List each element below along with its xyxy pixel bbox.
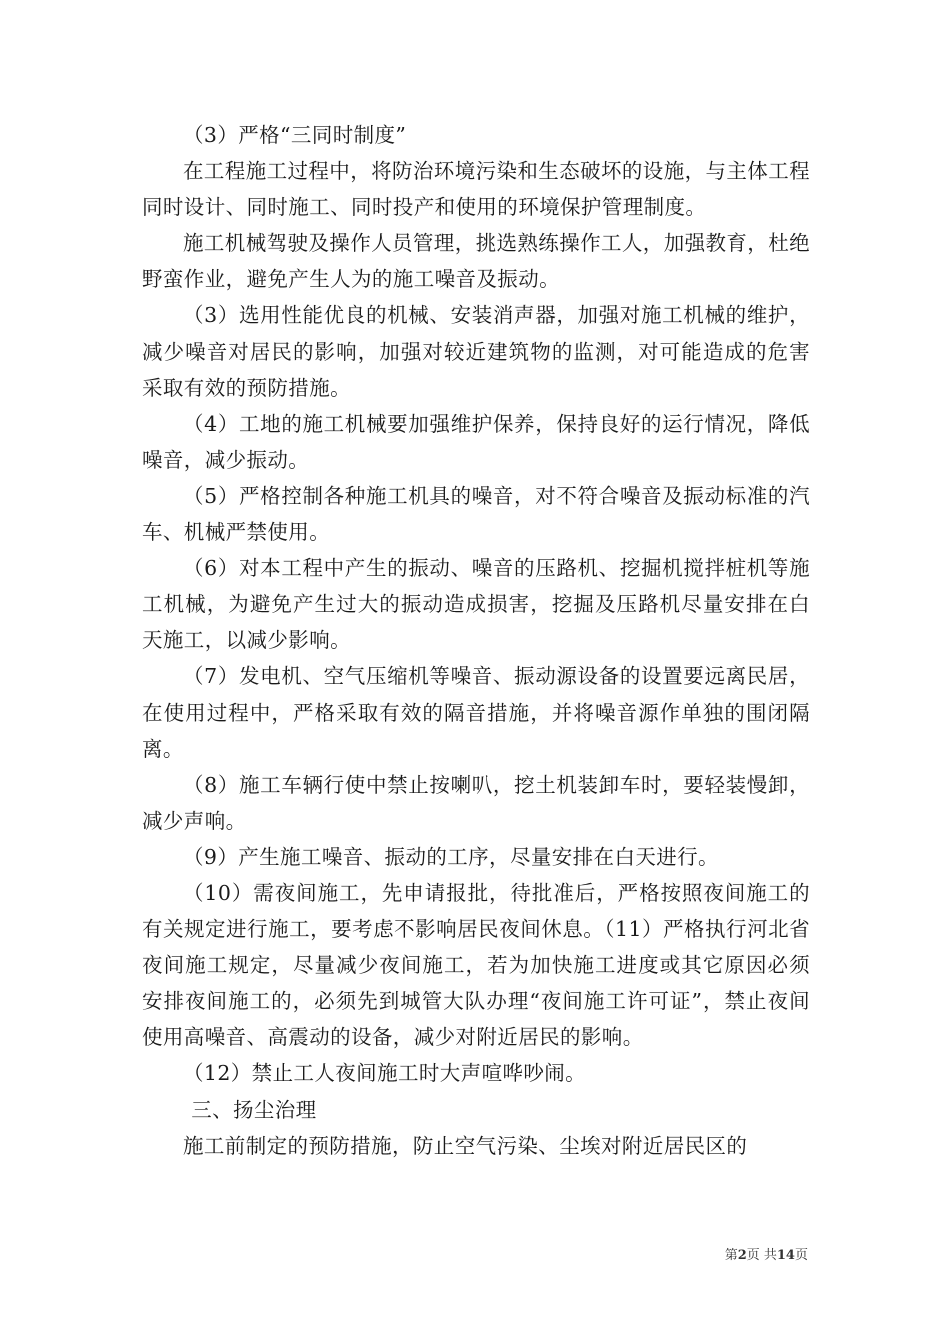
section-heading-dust-control: 三、扬尘治理 xyxy=(191,1097,317,1122)
paragraph-machinery-maintenance: （4）工地的施工机械要加强维护保养，保持良好的运行情况，降低噪音，减少振动。 xyxy=(142,411,810,472)
footer-current-page: 2 xyxy=(737,1248,747,1263)
page-number-footer xyxy=(725,1244,808,1263)
paragraph-vehicle-horn: （8）施工车辆行使中禁止按喇叭，挖土机装卸车时，要轻装慢卸，减少声响。 xyxy=(142,772,810,833)
footer-total-pages: 14 xyxy=(776,1248,795,1263)
paragraph-vibration-machinery: （6）对本工程中产生的振动、噪音的压路机、挖掘机搅拌桩机等施工机械，为避免产生过大的振动造成损害，挖掘及压路机尽量安排在白天施工，以减少影响。 xyxy=(142,556,810,653)
paragraph-generator-isolation: （7）发电机、空气压缩机等噪音、振动源设备的设置要远离民居，在使用过程中，严格采取有效的隔音措施，并将噪音源作单独的围闭隔离。 xyxy=(142,664,810,761)
footer-prefix: 第 xyxy=(724,1248,738,1263)
document-body xyxy=(142,117,810,1164)
paragraph-environment-protection: 在工程施工过程中，将防治环境污染和生态破坏的设施，与主体工程同时设计、同时施工、同时投产和使用的环境保护管理制度。 xyxy=(142,159,810,220)
paragraph-night-work-permit: （10）需夜间施工，先申请报批，待批准后，严格按照夜间施工的有关规定进行施工，要考虑不影响居民夜间休息。（11）严格执行河北省夜间施工规定，尽量减少夜间施工，若为加快施工进度或其它原因必须安排夜间施工的，必须先到城管大队办理“夜间施工许可证”，禁止夜间使用高噪音、高震动的设备，减少对附近居民的影响。 xyxy=(142,880,810,1050)
paragraph-operator-management: 施工机械驾驶及操作人员管理，挑选熟练操作工人，加强教育，杜绝野蛮作业，避免产生人为的施工噪音及振动。 xyxy=(142,231,810,292)
paragraph-dust-prevention: 施工前制定的预防措施，防止空气污染、尘埃对附近居民区的 xyxy=(183,1133,748,1158)
footer-suffix: 页 xyxy=(794,1248,808,1263)
paragraph-three-simultaneous: （3）严格“三同时制度” xyxy=(183,123,407,147)
paragraph-machinery-selection: （3）选用性能优良的机械、安装消声器，加强对施工机械的维护，减少噪音对居民的影响，加强对较近建筑物的监测，对可能造成的危害采取有效的预防措施。 xyxy=(142,303,810,400)
paragraph-daytime-work: （9）产生施工噪音、振动的工序，尽量安排在白天进行。 xyxy=(183,844,719,869)
footer-middle: 页 共 xyxy=(746,1248,777,1263)
paragraph-noise-control: （5）严格控制各种施工机具的噪音，对不符合噪音及振动标准的汽车、机械严禁使用。 xyxy=(142,483,810,545)
paragraph-no-noise-at-night: （12）禁止工人夜间施工时大声喧哗吵闹。 xyxy=(183,1061,587,1086)
